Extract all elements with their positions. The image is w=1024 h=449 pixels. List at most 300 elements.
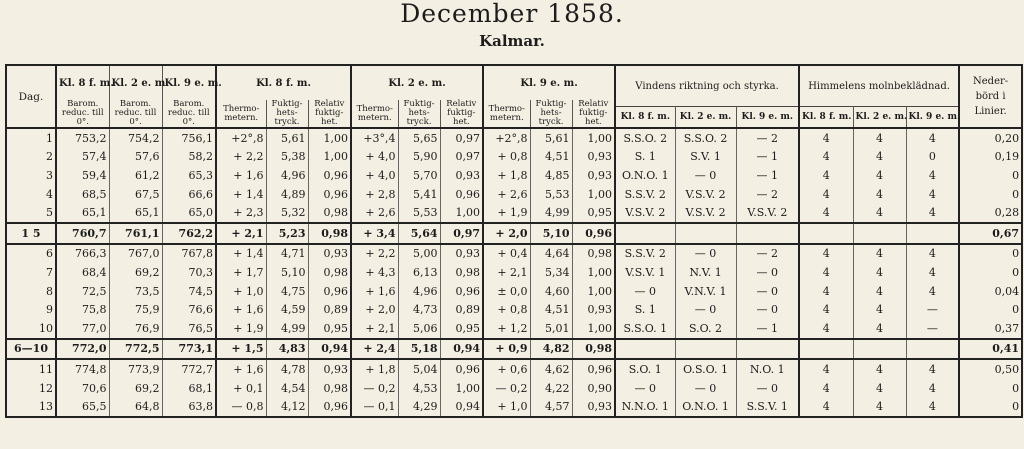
table-cell: 11 [6, 359, 56, 379]
header-baro-2: Kl. 2 e. m. [109, 65, 162, 100]
table-cell: + 0,4 [483, 244, 530, 264]
table-cell: 0,97 [440, 148, 483, 167]
table-cell: + 2,1 [483, 263, 530, 282]
table-cell: 0,93 [440, 244, 483, 264]
table-cell: 0,93 [572, 397, 615, 417]
table-cell: 75,8 [56, 300, 109, 319]
table-cell: + 2,2 [351, 244, 398, 264]
table-cell: 58,2 [162, 148, 216, 167]
header-vind-9: Kl. 9 e. m. [736, 107, 799, 129]
table-cell: 5,61 [266, 128, 308, 148]
table-cell: 63,8 [162, 397, 216, 417]
header-group-2: Kl. 2 e. m. [351, 65, 483, 100]
table-cell: 767,0 [109, 244, 162, 264]
table-cell: 74,5 [162, 282, 216, 301]
table-cell: 0 [959, 166, 1022, 185]
table-cell: N.V. 1 [675, 263, 736, 282]
header-vind-2: Kl. 2 e. m. [675, 107, 736, 129]
table-cell: 0,94 [308, 339, 351, 360]
table-cell: 4,89 [266, 185, 308, 204]
table-cell: 76,9 [109, 319, 162, 339]
table-cell: — 0 [675, 166, 736, 185]
table-cell [675, 339, 736, 360]
table-cell: 3 [6, 166, 56, 185]
table-cell: 1,00 [572, 282, 615, 301]
table-cell: — 0 [736, 300, 799, 319]
table-cell: 0,93 [440, 166, 483, 185]
table-cell: 0,98 [308, 203, 351, 223]
header-thermo: Thermo-metern. [216, 100, 266, 128]
table-cell: 4,51 [530, 148, 572, 167]
table-cell: 1,00 [440, 379, 483, 398]
table-cell: 774,8 [56, 359, 109, 379]
table-cell: 772,7 [162, 359, 216, 379]
table-cell: S.S.V. 1 [736, 397, 799, 417]
table-cell: 4 [799, 203, 853, 223]
table-cell: 70,3 [162, 263, 216, 282]
table-cell: 1,00 [572, 185, 615, 204]
table-cell: — 1 [736, 319, 799, 339]
table-cell: 65,1 [56, 203, 109, 223]
table-cell: 766,3 [56, 244, 109, 264]
table-cell: N.O. 1 [736, 359, 799, 379]
table-cell: + 1,0 [483, 397, 530, 417]
table-row [6, 379, 1022, 398]
table-cell: S. 1 [615, 300, 675, 319]
table-cell: 4 [853, 148, 906, 167]
table-cell: 4,96 [266, 166, 308, 185]
table-cell: 4 [799, 397, 853, 417]
table-cell: 0,04 [959, 282, 1022, 301]
table-cell: 0,95 [572, 203, 615, 223]
table-cell: 1,00 [308, 128, 351, 148]
table-cell: — 0,2 [351, 379, 398, 398]
header-thermo: Thermo-metern. [351, 100, 398, 128]
table-cell: + 1,4 [216, 185, 266, 204]
table-cell: S.O. 1 [615, 359, 675, 379]
table-cell: 4 [853, 319, 906, 339]
table-cell: — 0,1 [351, 397, 398, 417]
table-cell: 77,0 [56, 319, 109, 339]
table-cell: 0,94 [440, 397, 483, 417]
header-barom-sub: Barom. reduc. till 0°. [109, 100, 162, 128]
table-cell: 6—10 [6, 339, 56, 360]
table-row [6, 166, 1022, 185]
table-cell: 4 [906, 185, 959, 204]
table-cell: 4 [906, 128, 959, 148]
table-cell: ± 0,0 [483, 282, 530, 301]
table-cell: 4,99 [530, 203, 572, 223]
table-cell [799, 223, 853, 244]
table-cell: 5,70 [398, 166, 440, 185]
table-cell: 12 [6, 379, 56, 398]
header-group-9: Kl. 9 e. m. [483, 65, 615, 100]
table-cell: — 0 [675, 244, 736, 264]
table-cell: — 0 [736, 379, 799, 398]
table-cell: 4 [799, 263, 853, 282]
table-cell: 0 [959, 244, 1022, 264]
table-cell: S.O. 2 [675, 319, 736, 339]
header-vind-8: Kl. 8 f. m. [615, 107, 675, 129]
table-cell: 5,06 [398, 319, 440, 339]
table-cell: — 0 [675, 379, 736, 398]
table-cell: V.S.V. 2 [675, 203, 736, 223]
table-cell: S.S.O. 1 [615, 319, 675, 339]
table-cell: 4,59 [266, 300, 308, 319]
table-cell: — 0 [615, 379, 675, 398]
table-cell: 5,10 [266, 263, 308, 282]
table-cell: + 2,4 [351, 339, 398, 360]
table-cell: 69,2 [109, 379, 162, 398]
table-cell: 5,90 [398, 148, 440, 167]
table-cell [853, 339, 906, 360]
page-title: December 1858. [400, 0, 624, 28]
table-cell: 0,96 [440, 282, 483, 301]
table-cell: 0,19 [959, 148, 1022, 167]
table-cell: 4,82 [530, 339, 572, 360]
table-cell: O.N.O. 1 [675, 397, 736, 417]
table-cell: + 2,6 [483, 185, 530, 204]
table-cell: 68,4 [56, 263, 109, 282]
header-barom-sub: Barom. reduc. till 0°. [56, 100, 109, 128]
table-cell: 5,53 [530, 185, 572, 204]
table-cell: 5,10 [530, 223, 572, 244]
table-cell: 57,6 [109, 148, 162, 167]
table-cell: S.S.V. 2 [615, 185, 675, 204]
table-cell: + 0,9 [483, 339, 530, 360]
table-cell: 4,75 [266, 282, 308, 301]
table-row [6, 203, 1022, 223]
table-cell: 0 [959, 263, 1022, 282]
table-cell: 4,73 [398, 300, 440, 319]
table-cell: V.S.V. 2 [736, 203, 799, 223]
table-row [6, 263, 1022, 282]
table-cell: 0,89 [308, 300, 351, 319]
table-cell: 0 [959, 185, 1022, 204]
table-cell: 4,22 [530, 379, 572, 398]
table-cell: 76,6 [162, 300, 216, 319]
table-cell: + 4,0 [351, 166, 398, 185]
table-cell: + 2,8 [351, 185, 398, 204]
table-cell: V.S.V. 1 [615, 263, 675, 282]
table-cell: 0,90 [572, 379, 615, 398]
table-cell: — 0,2 [483, 379, 530, 398]
table-cell: 4,12 [266, 397, 308, 417]
table-cell: 70,6 [56, 379, 109, 398]
table-cell: + 2,3 [216, 203, 266, 223]
table-cell: S.S.V. 2 [615, 244, 675, 264]
header-rel-fukt: Relativ fuktig-het. [572, 100, 615, 128]
table-cell: — 2 [736, 185, 799, 204]
table-cell: 0 [959, 397, 1022, 417]
table-cell: 4 [853, 263, 906, 282]
table-cell: 4,99 [266, 319, 308, 339]
table-cell: 1,00 [440, 203, 483, 223]
table-cell: 773,1 [162, 339, 216, 360]
header-barom-sub: Barom. reduc. till 0°. [162, 100, 216, 128]
table-cell: 4,57 [530, 397, 572, 417]
table-cell: + 2,6 [351, 203, 398, 223]
table-cell: 4,29 [398, 397, 440, 417]
header-moln-8: Kl. 8 f. m. [799, 107, 853, 129]
table-cell: 773,9 [109, 359, 162, 379]
table-row [6, 282, 1022, 301]
table-cell: 4 [853, 166, 906, 185]
table-cell: 760,7 [56, 223, 109, 244]
table-cell: 0 [959, 300, 1022, 319]
table-cell: O.S.O. 1 [675, 359, 736, 379]
table-row [6, 300, 1022, 319]
header-thermo: Thermo-metern. [483, 100, 530, 128]
table-cell: 4 [799, 319, 853, 339]
table-cell: +2°,8 [483, 128, 530, 148]
table-cell: 61,2 [109, 166, 162, 185]
table-cell: 6,13 [398, 263, 440, 282]
table-cell: + 4,3 [351, 263, 398, 282]
table-cell [736, 223, 799, 244]
table-cell: 4 [853, 244, 906, 264]
table-cell: S. 1 [615, 148, 675, 167]
table-cell: — 1 [736, 166, 799, 185]
table-cell: 5,00 [398, 244, 440, 264]
table-cell: 4,71 [266, 244, 308, 264]
table-cell [675, 223, 736, 244]
header-dag: Dag. [6, 65, 56, 128]
table-cell: 4 [799, 166, 853, 185]
table-cell: 0,93 [308, 244, 351, 264]
table-cell: 4 [799, 282, 853, 301]
table-cell: 4 [799, 128, 853, 148]
table-cell: 0,93 [308, 359, 351, 379]
table-cell: + 1,7 [216, 263, 266, 282]
table-cell: 65,3 [162, 166, 216, 185]
table-cell: 4,60 [530, 282, 572, 301]
table-cell: 0,94 [440, 339, 483, 360]
table-cell: 6 [6, 244, 56, 264]
table-cell: 1,00 [572, 128, 615, 148]
table-cell: 0,96 [308, 185, 351, 204]
table-cell: + 1,9 [483, 203, 530, 223]
table-cell: + 4,0 [351, 148, 398, 167]
table-cell: + 2,1 [216, 223, 266, 244]
table-cell: V.N.V. 1 [675, 282, 736, 301]
table-cell: 4,62 [530, 359, 572, 379]
table-cell: 68,5 [56, 185, 109, 204]
table-cell: 754,2 [109, 128, 162, 148]
table-cell: V.S.V. 2 [615, 203, 675, 223]
table-cell: 5,01 [530, 319, 572, 339]
table-cell [799, 339, 853, 360]
table-cell: 0,95 [440, 319, 483, 339]
table-cell: — 0 [736, 263, 799, 282]
header-moln: Himmelens molnbeklädnad. [799, 65, 959, 107]
table-cell: 57,4 [56, 148, 109, 167]
table-cell: 756,1 [162, 128, 216, 148]
header-fukt-tryck: Fuktig-hets-tryck. [398, 100, 440, 128]
table-cell: 0,93 [572, 148, 615, 167]
table-cell: + 1,2 [483, 319, 530, 339]
table-cell: — [906, 300, 959, 319]
table-cell: 4 [906, 397, 959, 417]
header-vind: Vindens riktning och styrka. [615, 65, 799, 107]
table-cell: 7 [6, 263, 56, 282]
table-cell: 65,5 [56, 397, 109, 417]
table-cell: + 0,1 [216, 379, 266, 398]
table-cell: 4 [853, 379, 906, 398]
table-cell: — 2 [736, 244, 799, 264]
table-cell: 762,2 [162, 223, 216, 244]
table-cell: 1,00 [308, 148, 351, 167]
table-cell: 66,6 [162, 185, 216, 204]
table-cell: 4 [853, 203, 906, 223]
table-cell [853, 223, 906, 244]
table-cell: 1 5 [6, 223, 56, 244]
table-cell: V.S.V. 2 [675, 185, 736, 204]
table-cell: 0 [959, 379, 1022, 398]
table-cell: 0,97 [440, 223, 483, 244]
table-cell: 0,98 [572, 244, 615, 264]
table-cell: 59,4 [56, 166, 109, 185]
table-cell: + 1,4 [216, 244, 266, 264]
station-name: Kalmar. [479, 32, 545, 50]
table-cell: + 2,0 [483, 223, 530, 244]
table-cell: + 1,6 [216, 359, 266, 379]
table-cell: 753,2 [56, 128, 109, 148]
table-cell: — 0 [615, 282, 675, 301]
table-cell: 8 [6, 282, 56, 301]
table-cell: 4 [6, 185, 56, 204]
table-cell: 5,61 [530, 128, 572, 148]
table-cell: 0,98 [440, 263, 483, 282]
table-cell: +3°,4 [351, 128, 398, 148]
header-fukt-tryck: Fuktig-hets-tryck. [266, 100, 308, 128]
table-cell: 4 [853, 397, 906, 417]
table-cell: 4 [853, 185, 906, 204]
table-cell: 0,98 [308, 263, 351, 282]
table-cell: 73,5 [109, 282, 162, 301]
table-cell: 0,98 [308, 223, 351, 244]
header-group-8: Kl. 8 f. m. [216, 65, 351, 100]
table-cell: + 3,4 [351, 223, 398, 244]
table-cell: 0,93 [572, 300, 615, 319]
table-cell: 68,1 [162, 379, 216, 398]
table-cell: 4 [906, 203, 959, 223]
table-cell: 0,28 [959, 203, 1022, 223]
table-cell: N.N.O. 1 [615, 397, 675, 417]
table-cell: 1,00 [572, 319, 615, 339]
table-cell: +2°,8 [216, 128, 266, 148]
table-cell: 4 [799, 244, 853, 264]
table-cell: — 2 [736, 128, 799, 148]
table-cell: 13 [6, 397, 56, 417]
table-cell: 5,04 [398, 359, 440, 379]
table-cell: 65,0 [162, 203, 216, 223]
table-cell: 5 [6, 203, 56, 223]
table-cell: — 0 [675, 300, 736, 319]
table-cell: 0,89 [440, 300, 483, 319]
table-cell: — [906, 319, 959, 339]
table-cell: 9 [6, 300, 56, 319]
table-cell: + 1,6 [216, 166, 266, 185]
table-cell: 0 [906, 148, 959, 167]
table-cell: 761,1 [109, 223, 162, 244]
table-cell: S.V. 1 [675, 148, 736, 167]
table-cell: S.S.O. 2 [675, 128, 736, 148]
header-baro-9: Kl. 9 e. m. [162, 65, 216, 100]
table-cell: 1,00 [572, 263, 615, 282]
table-cell: 0,50 [959, 359, 1022, 379]
table-cell: 0,96 [572, 223, 615, 244]
table-cell: + 0,8 [483, 300, 530, 319]
header-fukt-tryck: Fuktig-hets-tryck. [530, 100, 572, 128]
table-cell: — 0,8 [216, 397, 266, 417]
table-cell: 4,53 [398, 379, 440, 398]
summary-row [6, 223, 1022, 244]
table-cell: + 1,6 [351, 282, 398, 301]
table-row [6, 397, 1022, 417]
table-cell: 4,96 [398, 282, 440, 301]
table-cell [615, 339, 675, 360]
table-row [6, 185, 1022, 204]
table-row [6, 244, 1022, 264]
table-cell: 4,85 [530, 166, 572, 185]
table-cell: 0,41 [959, 339, 1022, 360]
table-cell: 0,96 [308, 397, 351, 417]
table-cell: 5,32 [266, 203, 308, 223]
table-row [6, 128, 1022, 148]
table-cell: 1 [6, 128, 56, 148]
table-cell: 5,53 [398, 203, 440, 223]
table-cell: + 2,1 [351, 319, 398, 339]
table-cell: 4 [906, 282, 959, 301]
table-row [6, 319, 1022, 339]
table-cell: 0,96 [440, 185, 483, 204]
table-cell: 5,38 [266, 148, 308, 167]
table-cell: 65,1 [109, 203, 162, 223]
table-cell: 4,83 [266, 339, 308, 360]
table-cell: 10 [6, 319, 56, 339]
table-cell: 5,34 [530, 263, 572, 282]
table-cell: 0,93 [572, 166, 615, 185]
table-cell: 2 [6, 148, 56, 167]
table-cell: 0,67 [959, 223, 1022, 244]
header-baro-8: Kl. 8 f. m. [56, 65, 109, 100]
summary-row [6, 339, 1022, 360]
table-cell [906, 223, 959, 244]
table-cell: 0,96 [308, 282, 351, 301]
table-cell: 772,0 [56, 339, 109, 360]
table-cell: 4 [853, 282, 906, 301]
table-cell: 72,5 [56, 282, 109, 301]
table-cell: 0,20 [959, 128, 1022, 148]
table-cell: 69,2 [109, 263, 162, 282]
table-cell: 5,64 [398, 223, 440, 244]
table-cell: 0,95 [308, 319, 351, 339]
table-cell: + 1,9 [216, 319, 266, 339]
table-cell: 5,41 [398, 185, 440, 204]
table-cell: + 1,0 [216, 282, 266, 301]
table-body [6, 128, 1022, 417]
table-cell: 0,96 [308, 166, 351, 185]
table-cell: 0,96 [572, 359, 615, 379]
table-cell: + 1,8 [483, 166, 530, 185]
table-cell: 4 [906, 244, 959, 264]
table-cell: 67,5 [109, 185, 162, 204]
table-cell: 4,78 [266, 359, 308, 379]
table-cell [736, 339, 799, 360]
table-cell: 5,18 [398, 339, 440, 360]
table-cell: + 1,5 [216, 339, 266, 360]
